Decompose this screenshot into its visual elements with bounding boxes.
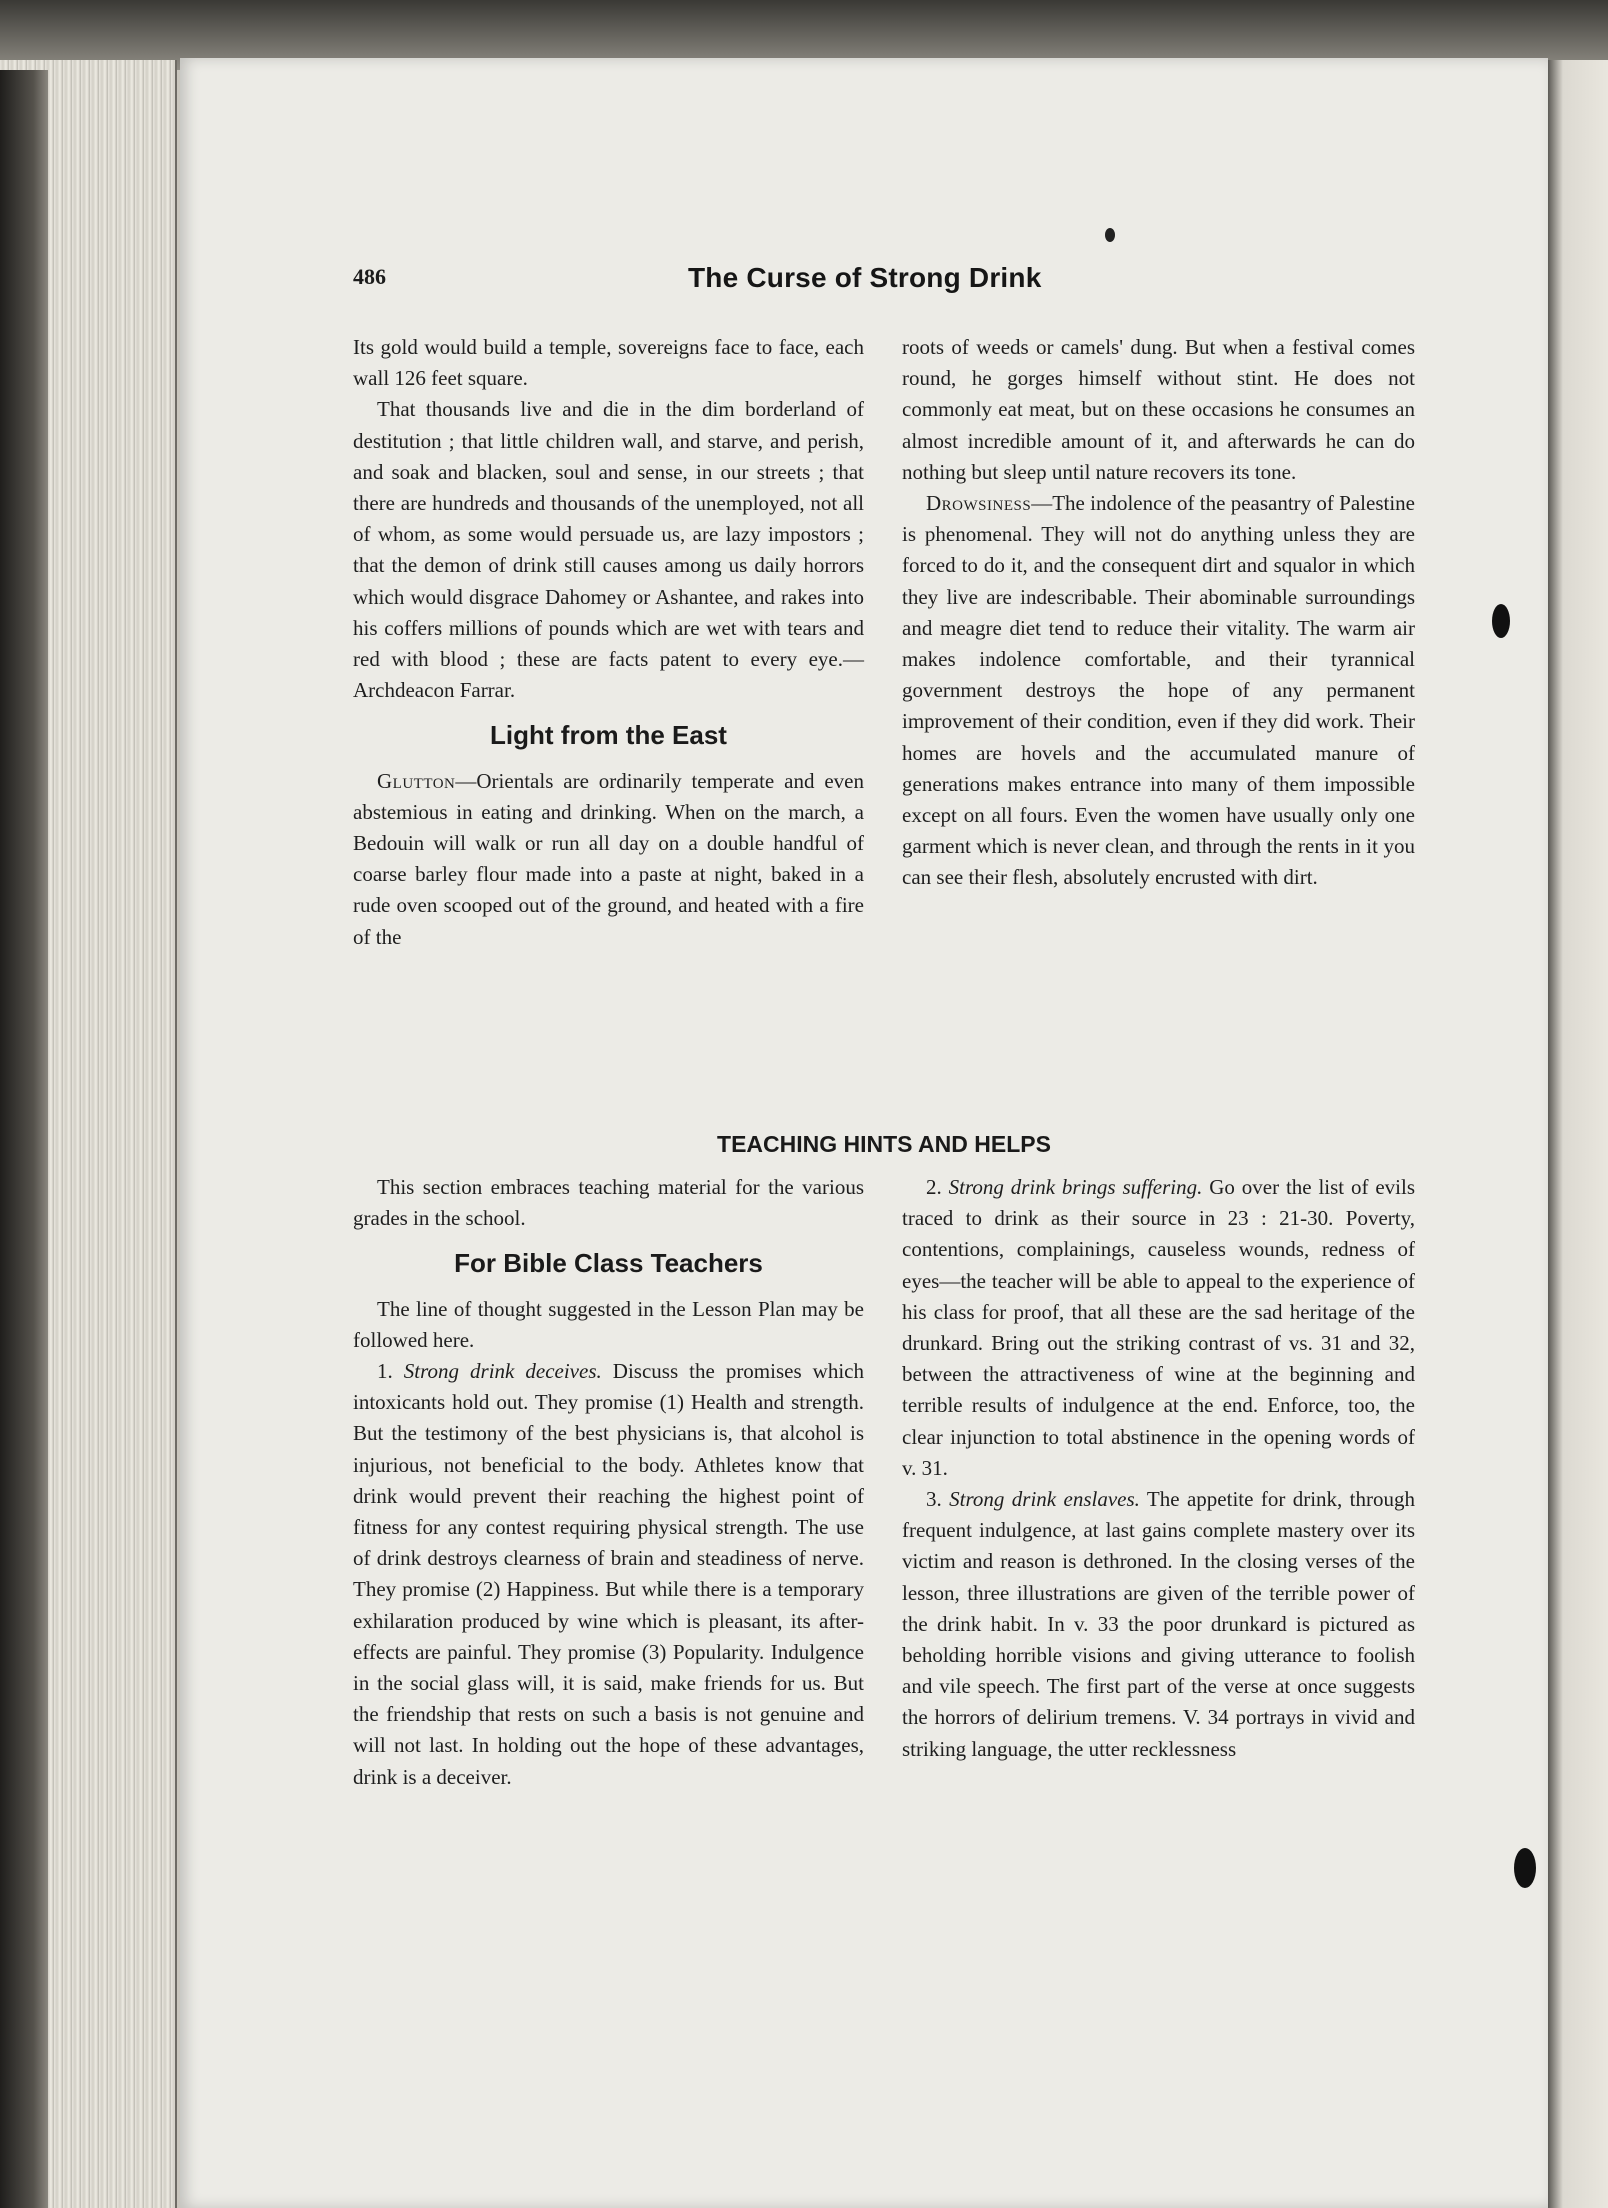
drowsiness-text: —The indolence of the peasantry of Palestine is phenomenal. They will not do anything unless they are forced to do it, and the consequent dirt and squalor in which they live are indescribable. Their abominable surroundings and meagre diet tend to reduce their vitality. The warm air makes indolence comfortable, and their tyrannical government destroys the hope of any permanent improvement of their condition, even if they did work. Their homes are hovels and the accumulated manure of generations makes entrance into many of them impossible except on all fours. Even the women have usually only one garment which is never clean, and through the rents in it you can see their flesh, absolutely encrusted with dirt. bbox=[902, 491, 1415, 890]
paragraph-farrar-quote: That thousands live and die in the dim borderland of destitution ; that little children wall, and starve, and perish, and soak and blacken, soul and sense, in our streets ; that there are hundreds and thousands of the unemployed, not all of whom, as some would persuade us, are lazy impostors ; that the demon of drink still causes among us daily horrors which would disgrace Dahomey or Ashantee, and rakes into his coffers millions of pounds which are wet with tears and red with blood ; these are facts patent to every eye.—Archdeacon Farrar. bbox=[353, 397, 864, 703]
point-1-text: Discuss the promises which intoxicants hold out. They promise (1) Health and strength. But the testimony of the best physicians is, that alcohol is injurious, not beneficial to the body. Athletes know that drink would prevent their reaching the highest point of fitness for any contest requiring physical strength. The use of drink destroys clearness of brain and steadiness of nerve. They promise (2) Happiness. But while there is a temporary exhilaration produced by wine which is pleasant, its after-effects are painful. They promise (3) Popularity. Indulgence in the social glass will, it is said, make friends for us. But the friendship that rests on such a basis is not genuine and will not last. In holding out the hope of these advantages, drink is a deceiver. bbox=[353, 1359, 864, 1789]
point-1-title: Strong drink deceives. bbox=[403, 1359, 602, 1384]
glutton-text: —Orientals are ordinarily temperate and even abstemious in eating and drinking. When on the march, a Bedouin will walk or run all day on a double handful of coarse barley flour made into a paste at night, baked in a rude oven scooped out of the ground, and heated with a fire of the bbox=[353, 768, 864, 949]
left-column-top bbox=[353, 332, 864, 953]
facing-page-edge bbox=[1548, 60, 1608, 2208]
running-title: The Curse of Strong Drink bbox=[688, 262, 1042, 293]
paragraph-festival: roots of weeds or camels' dung. But when a festival comes round, he gorges himself without stint. He does not commonly eat meat, but on these occasions he consumes an almost incredible amount of it, and afterwards he can do nothing but sleep until nature recovers its tone. bbox=[902, 335, 1415, 484]
ink-dot bbox=[1105, 228, 1115, 242]
paragraph-glutton bbox=[353, 766, 864, 953]
paragraph-drowsiness bbox=[902, 488, 1415, 894]
paragraph-section-intro: This section embraces teaching material for the various grades in the school. bbox=[353, 1175, 864, 1231]
point-1-label: 1. bbox=[377, 1359, 404, 1384]
page-header bbox=[353, 262, 1411, 302]
point-2-text: Go over the list of evils traced to drink as their source in 23 : 21-30. Poverty, contentions, complainings, causeless wounds, redness of eyes—the teacher will be able to appeal to the experience of his class for proof, that all these are the sad heritage of the drunkard. Bring out the striking contrast of vs. 31 and 32, between the attractiveness of wine at the beginning and terrible results of indulgence at the end. Enforce, too, the clear injunction to total abstinence in the opening words of v. 31. bbox=[902, 1175, 1416, 1480]
point-2-title: Strong drink brings suffering. bbox=[948, 1175, 1203, 1199]
point-suffering bbox=[902, 1172, 1415, 1484]
binding-hole-bottom bbox=[1514, 1848, 1536, 1888]
book-spine bbox=[0, 70, 48, 2208]
term-glutton: Glutton bbox=[377, 768, 456, 793]
point-enslaves bbox=[902, 1484, 1415, 1765]
point-3-title: Strong drink enslaves. bbox=[949, 1487, 1140, 1512]
binding-hole-top bbox=[1492, 604, 1510, 638]
paragraph-lesson-plan: The line of thought suggested in the Lesson Plan may be followed here. bbox=[353, 1296, 864, 1352]
heading-bible-class-teachers: For Bible Class Teachers bbox=[454, 1248, 763, 1279]
right-column-top bbox=[902, 332, 1415, 894]
point-2-label: 2. bbox=[926, 1175, 949, 1199]
right-column-bottom bbox=[902, 1172, 1415, 1765]
page-number: 486 bbox=[353, 264, 386, 289]
paragraph-temple: Its gold would build a temple, sovereigns face to face, each wall 126 feet square. bbox=[353, 335, 864, 391]
term-drowsiness: Drowsiness bbox=[926, 491, 1032, 516]
point-deceives bbox=[353, 1356, 864, 1793]
point-3-text: The appetite for drink, through frequent indulgence, at last gains complete mastery over its victim and reason is dethroned. In the closing verses of the lesson, three illustrations are given of the terrible power of the drink habit. In v. 33 the poor drunkard is pictured as beholding horrible visions and giving utterance to foolish and vile speech. The first part of the verse at once suggests the horrors of delirium tremens. V. 34 portrays in vivid and striking language, the utter recklessness bbox=[902, 1487, 1416, 1761]
heading-teaching-hints: TEACHING HINTS AND HELPS bbox=[717, 1131, 1051, 1157]
heading-light-from-east: Light from the East bbox=[490, 720, 727, 751]
point-3-label: 3. bbox=[926, 1487, 950, 1512]
left-column-bottom bbox=[353, 1172, 864, 1793]
